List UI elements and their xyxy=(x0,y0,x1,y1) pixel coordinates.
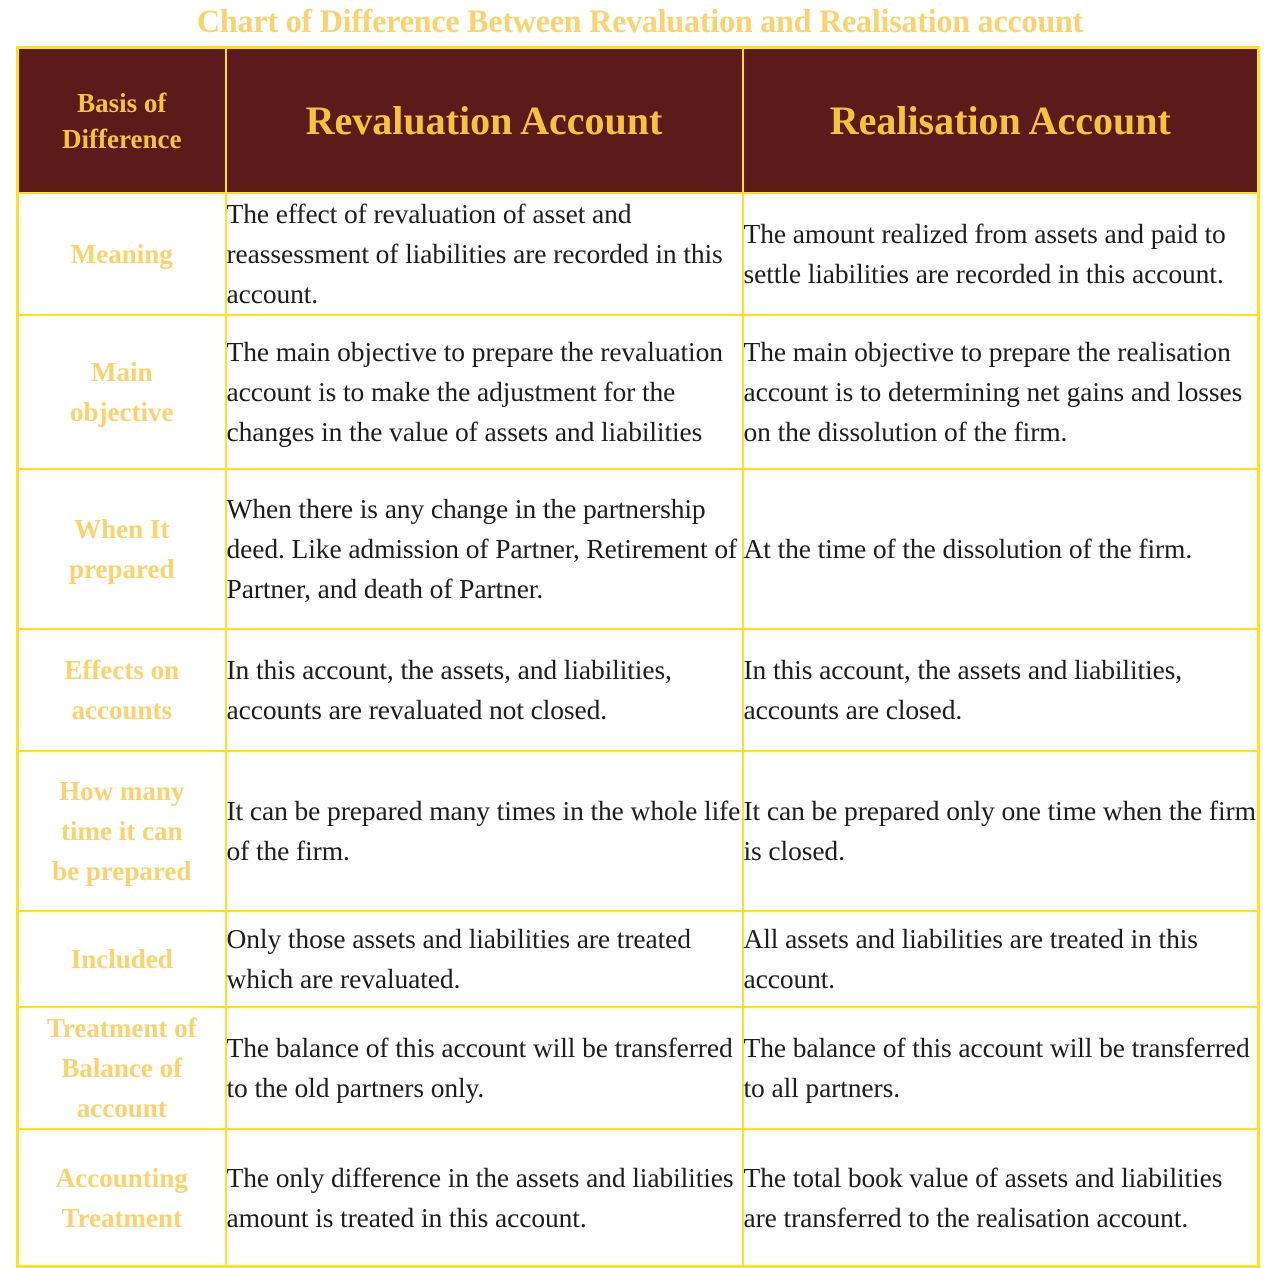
cell-revaluation-included: Only those assets and liabilities are treated which are revaluated. xyxy=(226,911,743,1007)
row-label-line: Included xyxy=(70,944,173,974)
table-row xyxy=(18,469,1259,629)
table-row xyxy=(18,1129,1259,1267)
table-container xyxy=(0,46,1280,1268)
cell-realisation-meaning: The amount realized from assets and paid to settle liabilities are recorded in this account. xyxy=(743,193,1259,315)
cell-revaluation-treatment-of-balance: The balance of this account will be transferred to the old partners only. xyxy=(226,1007,743,1129)
row-label-line: Main xyxy=(90,357,153,387)
table-body xyxy=(18,193,1259,1267)
cell-revaluation-accounting-treatment: The only difference in the assets and liabilities amount is treated in this account. xyxy=(226,1129,743,1267)
cell-revaluation-when-it-prepared: When there is any change in the partnership deed. Like admission of Partner, Retirement of Partner, and death of Partner. xyxy=(226,469,743,629)
row-label-line: be prepared xyxy=(52,856,192,886)
row-label-accounting-treatment xyxy=(18,1129,226,1267)
cell-realisation-accounting-treatment: The total book value of assets and liabilities are transferred to the realisation account. xyxy=(743,1129,1259,1267)
column-header-revaluation-account: Revaluation Account xyxy=(226,48,743,194)
column-header-basis-of-difference xyxy=(18,48,226,194)
table-row xyxy=(18,911,1259,1007)
row-label-line: Balance of xyxy=(61,1053,183,1083)
row-label-line: account xyxy=(76,1093,167,1123)
row-label-main-objective xyxy=(18,315,226,469)
basis-header-line1: Basis of xyxy=(77,87,167,118)
cell-realisation-how-many-time: It can be prepared only one time when the firm is closed. xyxy=(743,751,1259,911)
cell-revaluation-effects-on-accounts: In this account, the assets, and liabilities, accounts are revaluated not closed. xyxy=(226,629,743,751)
row-label-treatment-of-balance-of-account xyxy=(18,1007,226,1129)
row-label-line: When It xyxy=(74,514,170,544)
row-label-line: time it can xyxy=(61,816,183,846)
row-label-how-many-time-it-can-be-prepared xyxy=(18,751,226,911)
table-row xyxy=(18,193,1259,315)
cell-realisation-included: All assets and liabilities are treated in this account. xyxy=(743,911,1259,1007)
table-row xyxy=(18,1007,1259,1129)
page-title: Chart of Difference Between Revaluation and Realisation account xyxy=(196,4,1084,40)
row-label-line: objective xyxy=(70,397,174,427)
comparison-table xyxy=(16,46,1260,1268)
row-label-line: accounts xyxy=(71,695,172,725)
cell-revaluation-how-many-time: It can be prepared many times in the whole life of the firm. xyxy=(226,751,743,911)
column-header-realisation-account: Realisation Account xyxy=(743,48,1259,194)
row-label-line: Accounting xyxy=(55,1162,188,1193)
cell-revaluation-meaning: The effect of revaluation of asset and reassessment of liabilities are recorded in this account. xyxy=(226,193,743,315)
row-label-meaning xyxy=(18,193,226,315)
cell-realisation-when-it-prepared: At the time of the dissolution of the firm. xyxy=(743,469,1259,629)
row-label-when-it-prepared xyxy=(18,469,226,629)
table-header-row xyxy=(18,48,1259,194)
row-label-line: prepared xyxy=(68,554,175,584)
table-header xyxy=(18,48,1259,194)
row-label-effects-on-accounts xyxy=(18,629,226,751)
cell-realisation-main-objective: The main objective to prepare the realisation account is to determining net gains and losses on the dissolution of the firm. xyxy=(743,315,1259,469)
cell-realisation-treatment-of-balance: The balance of this account will be transferred to all partners. xyxy=(743,1007,1259,1129)
row-label-line: How many xyxy=(59,776,185,806)
cell-realisation-effects-on-accounts: In this account, the assets and liabilities, accounts are closed. xyxy=(743,629,1259,751)
row-label-included xyxy=(18,911,226,1007)
row-label-line: Treatment of xyxy=(46,1013,197,1043)
row-label-line: Effects on xyxy=(64,655,180,685)
table-row xyxy=(18,629,1259,751)
cell-revaluation-main-objective: The main objective to prepare the revaluation account is to make the adjustment for the changes in the value of assets and liabilities xyxy=(226,315,743,469)
row-label-line: Meaning xyxy=(70,239,173,269)
basis-header-line2: Difference xyxy=(62,123,182,154)
row-label-line: Treatment xyxy=(61,1202,182,1233)
table-row xyxy=(18,315,1259,469)
table-row xyxy=(18,751,1259,911)
